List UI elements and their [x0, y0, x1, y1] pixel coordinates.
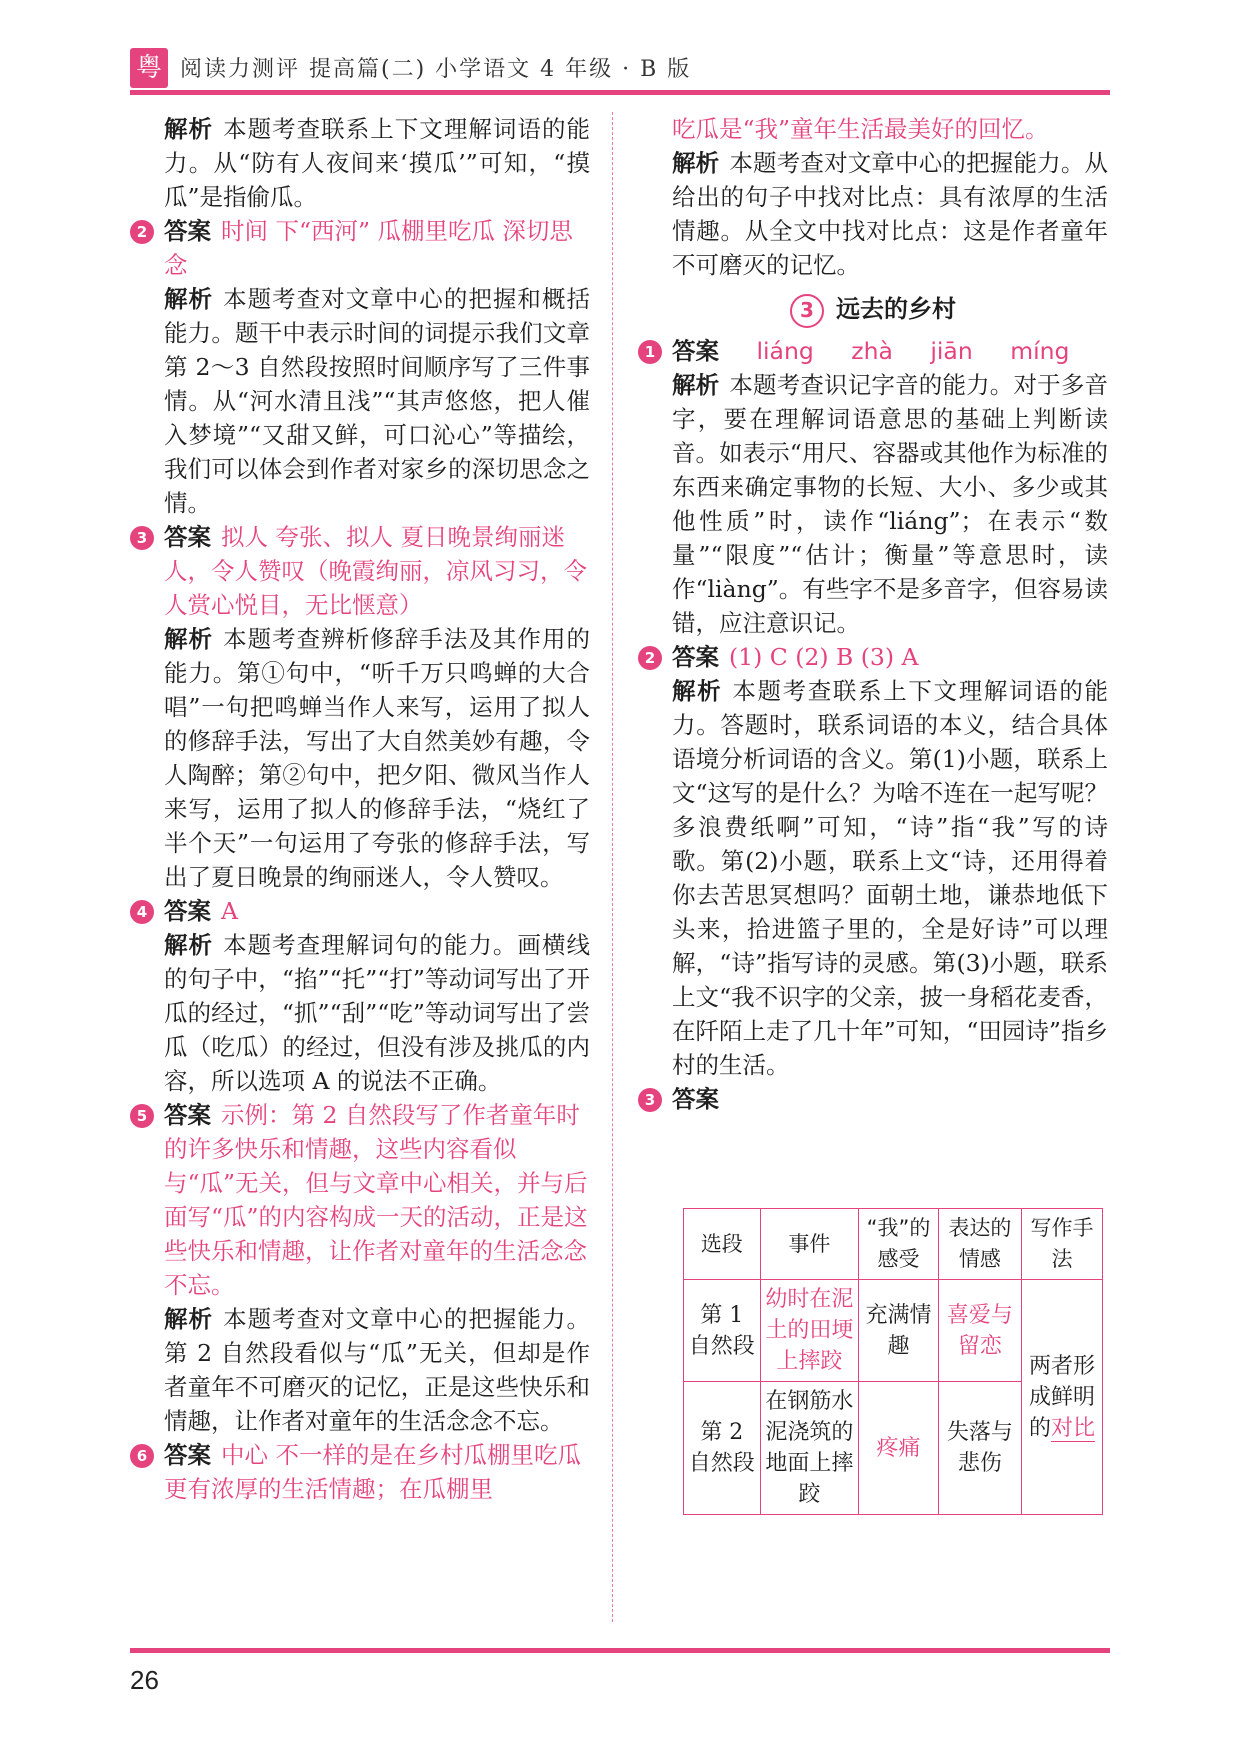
table-cell-method: 两者形成鲜明的对比 — [1021, 1280, 1102, 1515]
q2-analysis: 解析 本题考查对文章中心的把握和概括能力。题干中表示时间的词提示我们文章第 2～3 自然段按照时间顺序写了三件事情。从“河水清且浅”“其声悠悠，把人催入梦境”“又甜又鲜，可口沁心”等描绘，我们可以体会到作者对家乡的深切思念之情。 — [164, 285, 590, 517]
section-number: 3 — [790, 294, 824, 328]
answer-table — [683, 1208, 1103, 1515]
section-title: 远去的乡村 — [836, 295, 956, 323]
table-header-row — [684, 1209, 1103, 1280]
column-divider — [612, 112, 613, 1622]
q6-answer-continued: 吃瓜是“我”童年生活最美好的回忆。 — [672, 115, 1049, 143]
table-cell: 第 1 自然段 — [684, 1280, 761, 1382]
q1-analysis: 解析 本题考查联系上下文理解词语的能力。从“防有人夜间来‘摸瓜’”可知，“摸瓜”是指偷瓜。 — [164, 115, 590, 211]
table-cell: 幼时在泥土的田埂上摔跤 — [760, 1280, 859, 1382]
pinyin-item: liáng — [756, 337, 814, 365]
right-column — [638, 112, 1108, 1116]
table-cell: 疼痛 — [859, 1382, 939, 1515]
q6-analysis: 解析 本题考查对文章中心的把握能力。从给出的句子中找对比点：具有浓厚的生活情趣。从全文中找对比点：这是作者童年不可磨灭的记忆。 — [672, 149, 1109, 279]
page-header — [130, 48, 1110, 94]
q6-answer: 6 答案 中心 不一样的是在乡村瓜棚里吃瓜更有浓厚的生活情趣；在瓜棚里 — [130, 1438, 590, 1506]
table-cell: 第 2 自然段 — [684, 1382, 761, 1515]
q2-answer: 2 答案 时间 下“西河” 瓜棚里吃瓜 深切思念 — [130, 214, 590, 282]
table-cell: 充满情趣 — [859, 1280, 939, 1382]
q5-answer: 5 答案 示例：第 2 自然段写了作者童年时的许多快乐和情趣，这些内容看似与“瓜”无关，但与文章中心相关，并与后面写“瓜”的内容构成一天的活动，正是这些快乐和情趣，让作者对童年的生活念念不忘。 — [130, 1098, 590, 1302]
table-header: 选段 — [684, 1209, 761, 1280]
region-badge: 粤 — [130, 48, 168, 88]
s1-analysis: 解析 本题考查识记字音的能力。对于多音字，要在理解词语意思的基础上判断读音。如表示“用尺、容器或其他作为标准的东西来确定事物的长短、大小、多少或其他性质”时，读作“liáng”；在表示“数量”“限度”“估计；衡量”等意思时，读作“liàng”。有些字不是多音字，但容易读错，应注意识记。 — [672, 371, 1109, 637]
table-header: 事件 — [760, 1209, 859, 1280]
header-rule — [130, 90, 1110, 95]
left-column — [130, 112, 590, 1506]
table-cell: 喜爱与留恋 — [938, 1280, 1021, 1382]
pinyin-item: jiān — [930, 337, 973, 365]
pinyin-item: míng — [1010, 337, 1070, 365]
table-header: 写作手法 — [1021, 1209, 1102, 1280]
page-number: 26 — [130, 1665, 159, 1695]
table-cell: 失落与悲伤 — [938, 1382, 1021, 1515]
s2-analysis: 解析 本题考查联系上下文理解词语的能力。答题时，联系词语的本义，结合具体语境分析词语的含义。第(1)小题，联系上文“这写的是什么？为啥不连在一起写呢？多浪费纸啊”可知，“诗”指“我”写的诗歌。第(2)小题，联系上文“诗，还用得着你去苦思冥想吗？面朝土地，谦恭地低下头来，拾进篮子里的，全是好诗”可以理解，“诗”指写诗的灵感。第(3)小题，联系上文“我不识字的父亲，披一身稻花麦香，在阡陌上走了几十年”可知，“田园诗”指乡村的生活。 — [672, 677, 1108, 1079]
s3-answer: 3 答案 — [638, 1082, 1108, 1116]
table-row — [684, 1280, 1103, 1382]
q4-answer: 4 答案 A — [130, 894, 590, 928]
q3-analysis: 解析 本题考查辨析修辞手法及其作用的能力。第①句中，“听千万只鸣蝉的大合唱”一句把鸣蝉当作人来写，运用了拟人的修辞手法，写出了大自然美妙有趣，令人陶醉；第②句中，把夕阳、微风当作人来写，运用了拟人的修辞手法，“烧红了半个天”一句运用了夸张的修辞手法，写出了夏日晚景的绚丽迷人，令人赞叹。 — [164, 625, 590, 891]
s2-answer: 2 答案 (1) C (2) B (3) A — [638, 640, 1108, 674]
footer-rule — [130, 1648, 1110, 1653]
table-header: 表达的情感 — [938, 1209, 1021, 1280]
pinyin-item: zhà — [851, 337, 893, 365]
section-heading — [638, 292, 1108, 328]
table-header: “我”的感受 — [859, 1209, 939, 1280]
q5-analysis: 解析 本题考查对文章中心的把握能力。第 2 自然段看似与“瓜”无关，但却是作者童年不可磨灭的记忆，正是这些快乐和情趣，让作者对童年的生活念念不忘。 — [164, 1305, 590, 1435]
table-cell: 在钢筋水泥浇筑的地面上摔跤 — [760, 1382, 859, 1515]
s1-answer: 1 答案 liáng zhà jiān míng — [638, 334, 1108, 368]
q3-answer: 3 答案 拟人 夸张、拟人 夏日晚景绚丽迷人，令人赞叹（晚霞绚丽，凉风习习，令人赏心悦目，无比惬意） — [130, 520, 590, 622]
header-title: 阅读力测评 提高篇(二) 小学语文 4 年级 · B 版 — [180, 57, 692, 82]
q4-analysis: 解析 本题考查理解词句的能力。画横线的句子中，“掐”“托”“打”等动词写出了开瓜的经过，“抓”“刮”“吃”等动词写出了尝瓜（吃瓜）的经过，但没有涉及挑瓜的内容，所以选项 A 的说法不正确。 — [164, 931, 590, 1095]
